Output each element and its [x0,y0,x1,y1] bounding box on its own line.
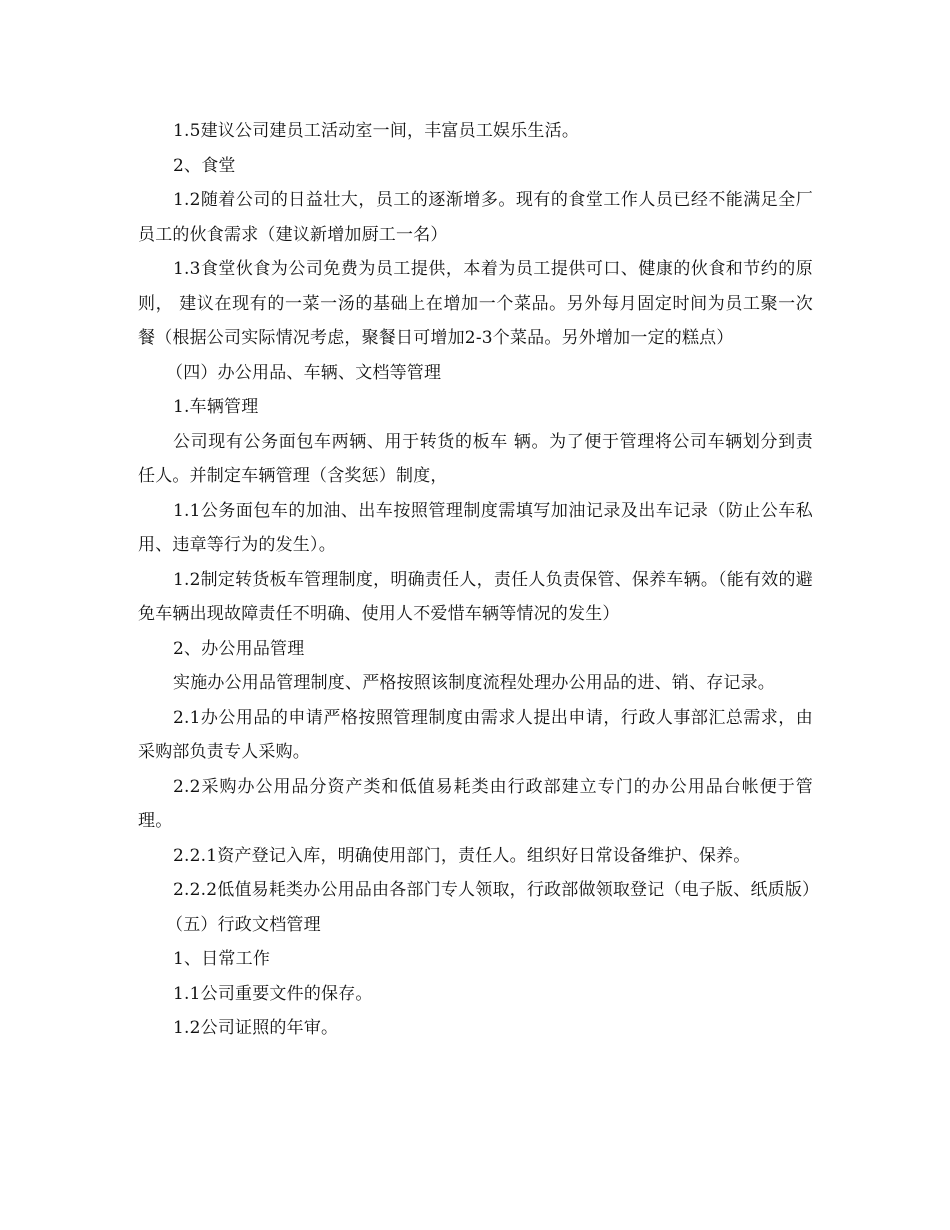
paragraph-license-review: 1.2公司证照的年审。 [173,1018,339,1038]
paragraph-canteen-meals: 1.3食堂伙食为公司免费为员工提供，本着为员工提供可口、健康的伙食和节约的原则， 建议在现有的一菜一汤的基础上在增加一个菜品。另外每月固定时间为员工聚一次餐（根据公司实际情况考虑，聚餐日可增加2-3个菜品。另外增加一定的糕点） [138,259,813,348]
paragraph-supplies-request: 2.1办公用品的申请严格按照管理制度由需求人提出申请，行政人事部汇总需求，由采购部负责专人采购。 [138,707,813,762]
paragraph-file-storage: 1.1公司重要文件的保存。 [173,983,373,1004]
paragraph-activity-room: 1.5建议公司建员工活动室一间，丰富员工娱乐生活。 [173,121,580,141]
section-heading-office-supplies-vehicles: （四）办公用品、车辆、文档等管理 [166,362,442,383]
heading-daily-work: 1、日常工作 [173,949,271,969]
heading-vehicle-management: 1.车辆管理 [173,397,259,417]
paragraph-cart-management: 1.2制定转货板车管理制度，明确责任人，责任人负责保管、保养车辆。（能有效的避免车辆出现故障责任不明确、使用人不爱惜车辆等情况的发生） [138,569,813,624]
paragraph-van-records: 1.1公务面包车的加油、出车按照管理制度需填写加油记录及出车记录（防止公车私用、违章等行为的发生）。 [138,500,813,555]
paragraph-supplies-ledger: 2.2采购办公用品分资产类和低值易耗类由行政部建立专门的办公用品台帐便于管理。 [138,776,813,831]
paragraph-consumables: 2.2.2低值易耗类办公用品由各部门专人领取，行政部做领取登记（电子版、纸质版） [173,880,820,900]
heading-office-supplies: 2、办公用品管理 [173,638,305,659]
paragraph-supplies-policy: 实施办公用品管理制度、严格按照该制度流程处理办公用品的进、销、存记录。 [173,673,775,693]
paragraph-canteen-staff: 1.2随着公司的日益壮大，员工的逐渐增多。现有的食堂工作人员已经不能满足全厂员工的伙食需求（建议新增加厨工一名） [138,190,813,245]
paragraph-vehicle-overview: 公司现有公务面包车两辆、用于转货的板车 辆。为了便于管理将公司车辆划分到责任人。并制定车辆管理（含奖惩）制度， [138,431,813,486]
document-body [138,114,820,1046]
paragraph-asset-registration: 2.2.1资产登记入库，明确使用部门，责任人。组织好日常设备维护、保养。 [173,845,751,866]
section-heading-document-management: （五）行政文档管理 [166,914,321,935]
heading-canteen: 2、食堂 [173,155,236,176]
